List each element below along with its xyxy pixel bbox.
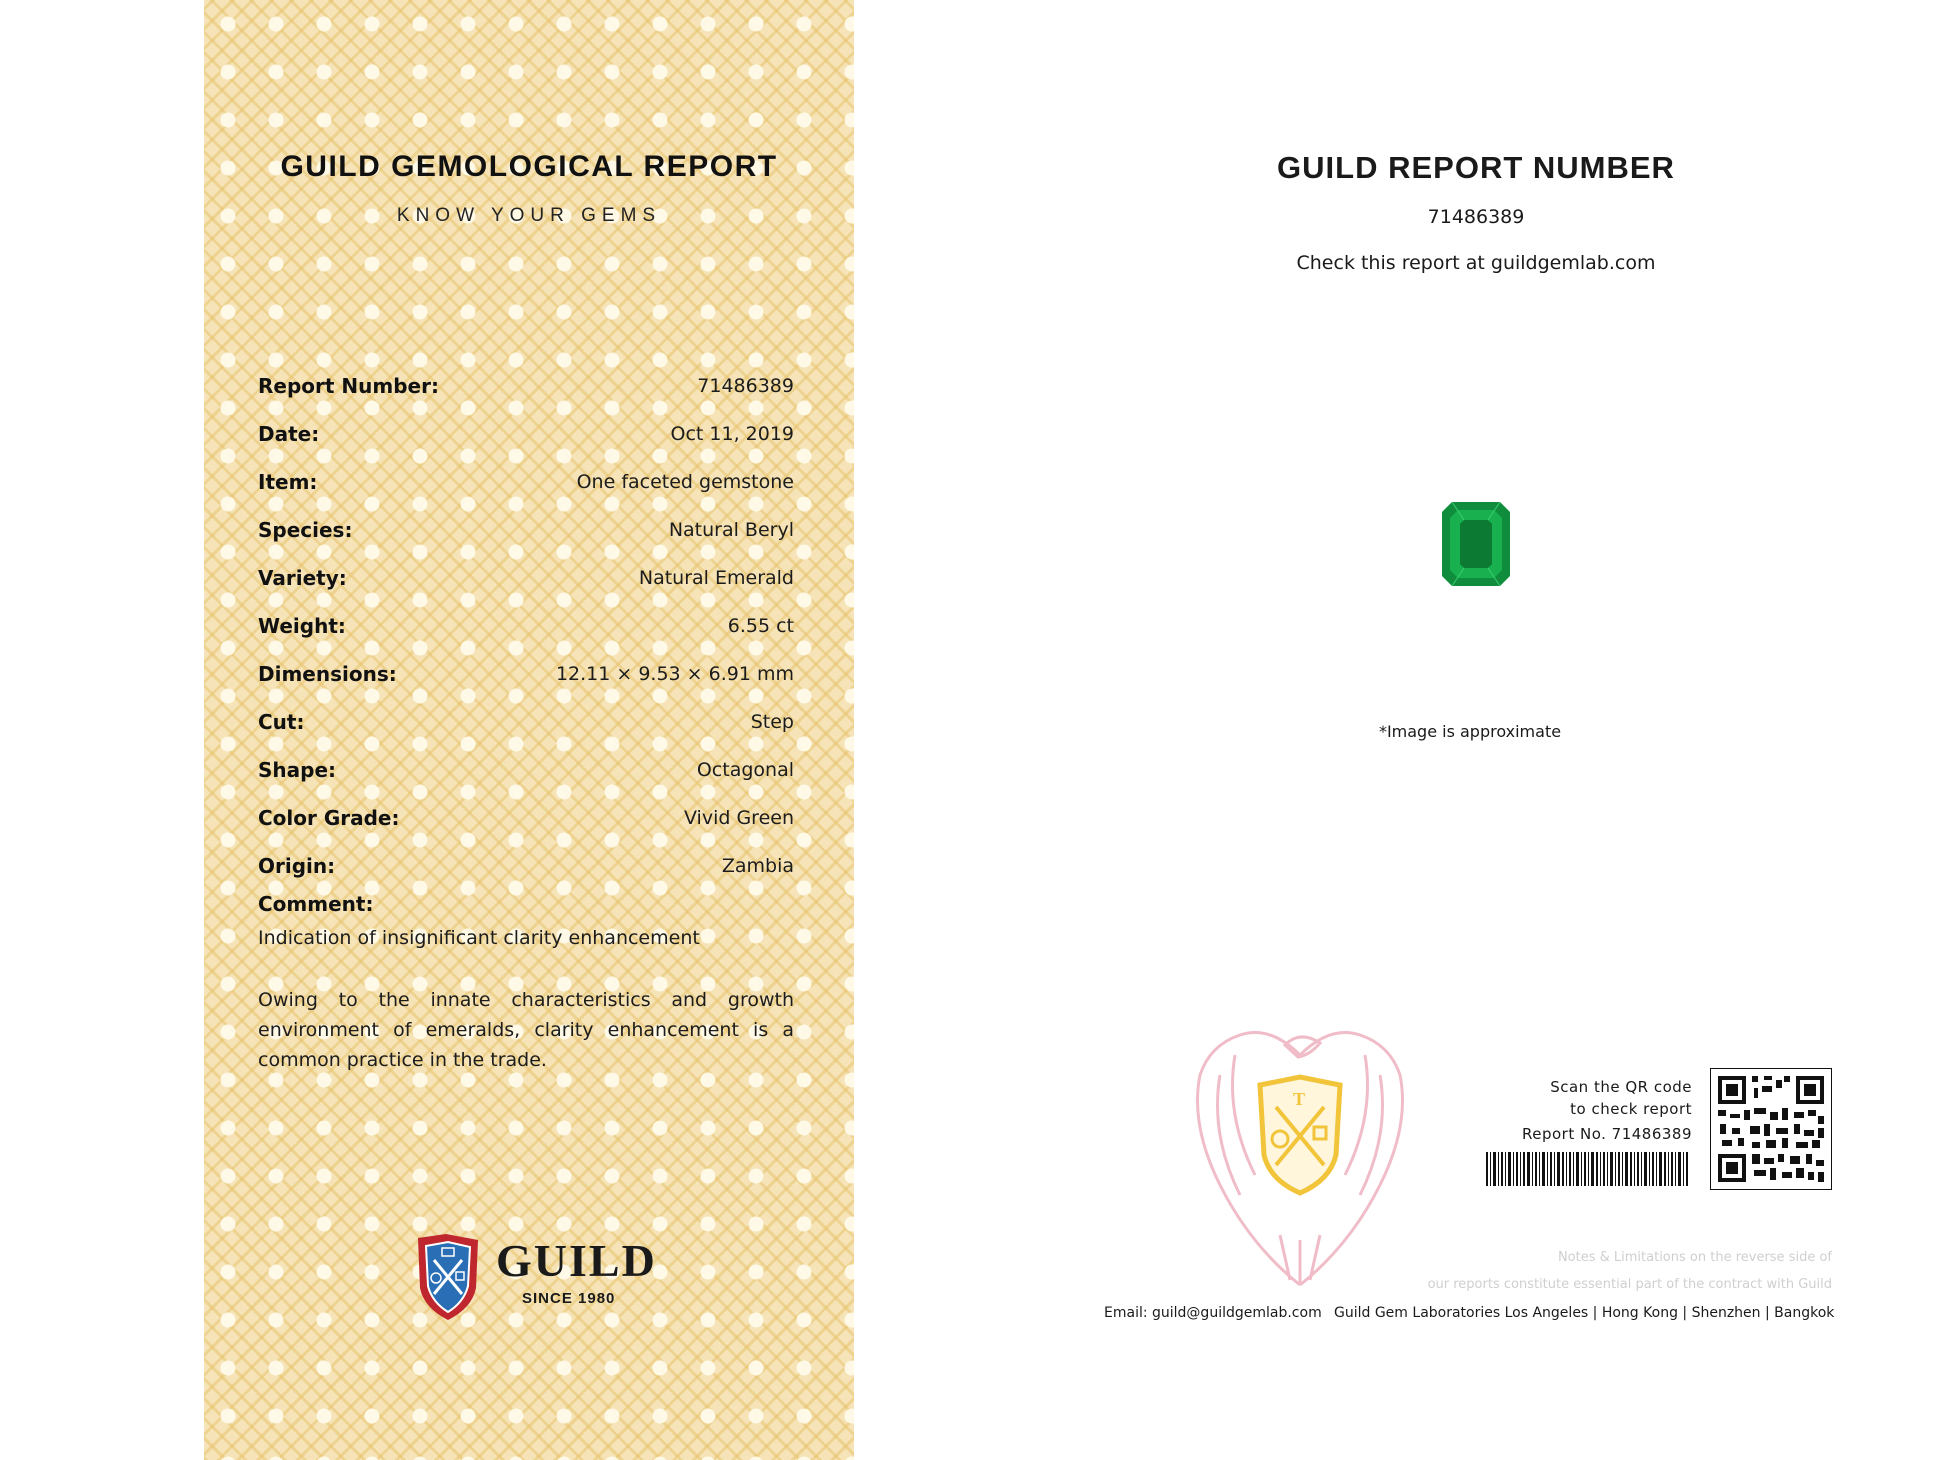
- field-value: Step: [750, 711, 794, 733]
- guild-shield-icon: [412, 1232, 484, 1324]
- report-tagline: KNOW YOUR GEMS: [396, 205, 662, 226]
- field-value: Natural Emerald: [638, 567, 794, 589]
- comment-text: Indication of insignificant clarity enhancement: [258, 927, 700, 949]
- field-shape: [258, 755, 794, 785]
- field-origin: [258, 851, 794, 881]
- field-label: Dimensions:: [258, 662, 397, 686]
- field-label: Shape:: [258, 758, 337, 782]
- field-value: 71486389: [697, 375, 794, 397]
- brand-name: GUILD: [496, 1235, 657, 1286]
- field-label: Species:: [258, 518, 353, 542]
- notes-line-1: Notes & Limitations on the reverse side of: [1557, 1250, 1832, 1265]
- field-weight: [258, 611, 794, 641]
- field-value: 6.55 ct: [727, 615, 794, 637]
- field-date: [258, 419, 794, 449]
- field-label: Report Number:: [258, 374, 439, 398]
- scan-instructions: [1460, 1076, 1692, 1120]
- scan-report-number: Report No. 71486389: [1521, 1125, 1692, 1143]
- field-label: Origin:: [258, 854, 336, 878]
- scan-line-1: Scan the QR code: [1550, 1078, 1692, 1096]
- comment-label: Comment:: [258, 892, 374, 916]
- report-title: GUILD GEMOLOGICAL REPORT: [280, 150, 778, 183]
- report-number-title: GUILD REPORT NUMBER: [1277, 150, 1675, 185]
- image-approx-note: *Image is approximate: [1378, 722, 1562, 741]
- comment-note: Owing to the innate characteristics and growth environment of emeralds, clarity enhancement is a common practice in the trade.: [258, 989, 794, 1071]
- field-label: Cut:: [258, 710, 305, 734]
- field-value: Natural Beryl: [668, 519, 794, 541]
- emerald-gem-icon: [1440, 500, 1512, 588]
- report-panel: [204, 0, 854, 1460]
- footer-labs: Guild Gem Laboratories Los Angeles | Hong Kong | Shenzhen | Bangkok: [1334, 1305, 1835, 1321]
- field-cut: [258, 707, 794, 737]
- field-label: Date:: [258, 422, 320, 446]
- field-value: Vivid Green: [683, 807, 794, 829]
- field-label: Variety:: [258, 566, 347, 590]
- field-color-grade: [258, 803, 794, 833]
- crest-letter: T: [1293, 1089, 1306, 1109]
- field-value: 12.11 × 9.53 × 6.91 mm: [555, 663, 794, 685]
- guild-logo: [412, 1232, 657, 1324]
- field-report-number: [258, 371, 794, 401]
- footer-email[interactable]: Email: guild@guildgemlab.com: [1104, 1305, 1322, 1321]
- notes-line-2: our reports constitute essential part of the contract with Guild: [1427, 1277, 1832, 1292]
- scan-line-2: to check report: [1570, 1100, 1692, 1118]
- field-variety: [258, 563, 794, 593]
- field-value: Octagonal: [696, 759, 794, 781]
- field-item: [258, 467, 794, 497]
- field-dimensions: [258, 659, 794, 689]
- qr-code-icon[interactable]: [1710, 1068, 1832, 1190]
- report-number-value: 71486389: [1427, 206, 1525, 228]
- brand-since: SINCE 1980: [522, 1290, 616, 1307]
- field-value: Oct 11, 2019: [670, 423, 794, 445]
- check-report-text: Check this report at guildgemlab.com: [1296, 252, 1656, 274]
- field-label: Item:: [258, 470, 318, 494]
- field-species: [258, 515, 794, 545]
- field-label: Color Grade:: [258, 806, 400, 830]
- field-label: Weight:: [258, 614, 346, 638]
- field-value: Zambia: [721, 855, 794, 877]
- barcode-icon: [1486, 1152, 1690, 1186]
- field-value: One faceted gemstone: [576, 471, 794, 493]
